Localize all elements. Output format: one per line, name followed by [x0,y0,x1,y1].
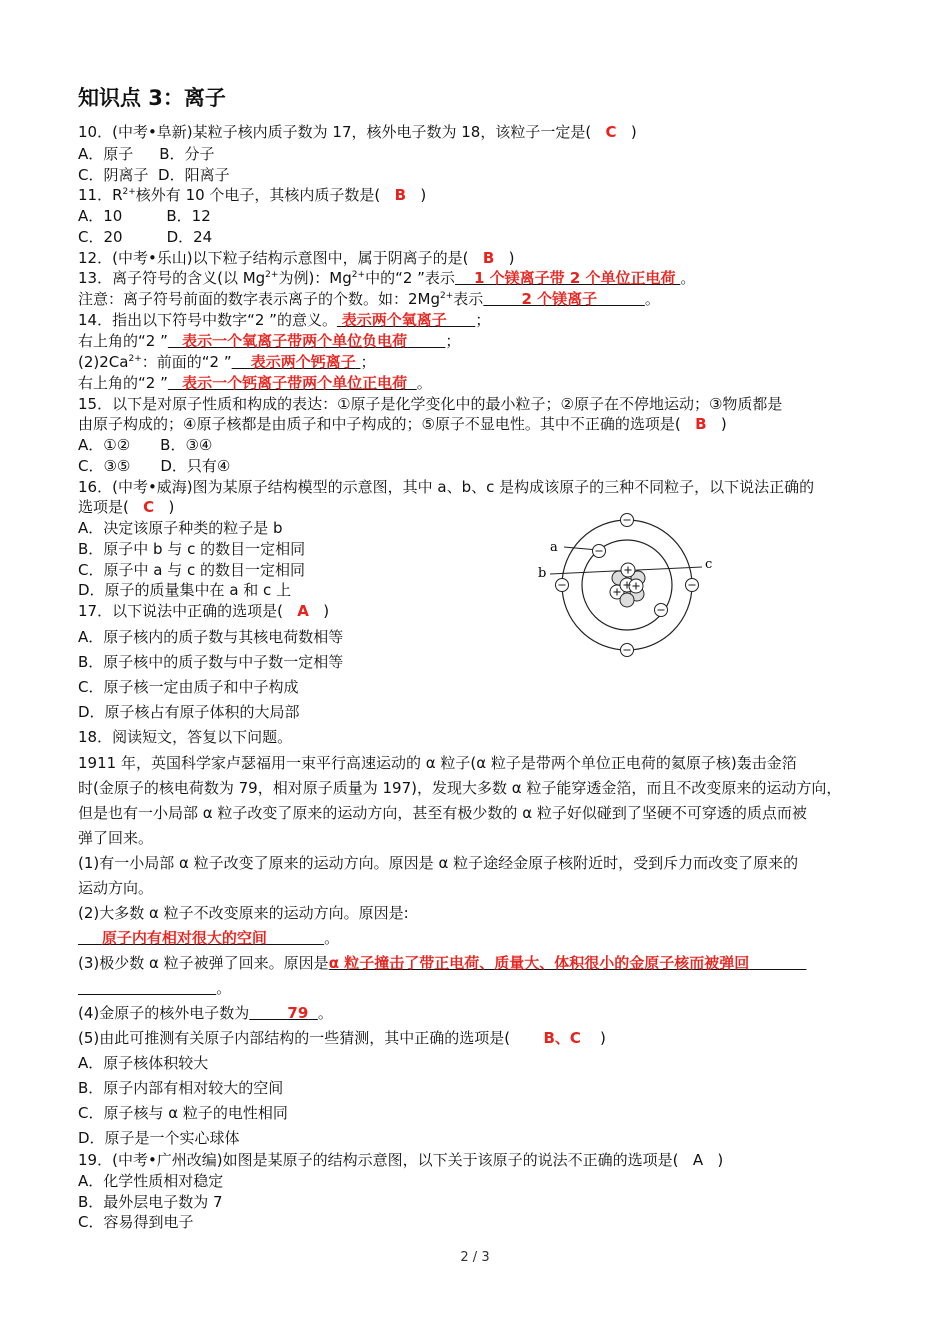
q18-sub5-option-a: A．原子核体积较大 [78,1054,209,1072]
q14-line-3: $(2)2Ca^{2+}$：前面的“2 ” 表示两个钙离子 ； [78,353,376,371]
q15-answer: B [695,415,707,433]
q18-sub5-stem: (5)由此可推测有关原子内部结构的一些猜测，其中正确的选项是( B、C ) [78,1029,606,1047]
electron-icon [556,579,569,592]
q18-sub3-answer: α 粒子撞击了带正电荷、质量大、体积很小的金原子核而被弹回 [328,954,750,972]
q19-option-b: B．最外层电子数为 7 [78,1193,223,1211]
q17-option-d: D．原子核占有原子体积的大局部 [78,703,300,721]
q10-options-2: C．阴离子 D．阳离子 [78,166,230,184]
q16-option-d: D．原子的质量集中在 a 和 c 上 [78,581,292,599]
q15-options-1: A．①② B．③④ [78,436,213,454]
q18-sub5-option-d: D．原子是一个实心球体 [78,1129,240,1147]
q19-answer: A [692,1151,704,1169]
q18-sub1-line-1: (1)有一小局部 α 粒子改变了原来的运动方向。原因是 α 粒子途经金原子核附近时，受到斥力而改变了原来的 [78,854,799,872]
page-number: 2 / 3 [460,1250,490,1265]
electron-icon [655,604,668,617]
q18-passage-3: 但是也有一小局部 α 粒子改变了原来的运动方向，甚至有极少数的 α 粒子好似碰到了坚硬不可穿透的质点而被 [78,804,807,822]
q11-options-2: C．20 D．24 [78,228,213,246]
electron-icon [593,545,606,558]
q15-line-1: 15．以下是对原子性质和构成的表达：①原子是化学变化中的最小粒子；②原子在不停地运动；③物质都是 [78,395,783,413]
q13-answer-1: 1 个镁离子带 2 个单位正电荷 [474,269,676,287]
label-b: b [538,566,547,581]
q16-line-2: 选项是( C ) [78,498,175,516]
q13-answer-2: 2 个镁离子 [521,290,598,308]
q18-sub1-line-2: 运动方向。 [78,879,154,897]
q14-line-2: 右上角的“2 ” 表示一个氧离子带两个单位负电荷 ； [78,332,461,350]
q16-option-c: C．原子中 a 与 c 的数目一定相同 [78,561,305,579]
q18-sub4: (4)金原子的核外电子数为 79 。 [78,1004,333,1022]
q14-line-1: 14．指出以下符号中数字“2 ”的意义。 表示两个氧离子 ； [78,311,491,329]
q16-answer: C [143,498,155,516]
q18-sub5-answer: B、C [543,1029,581,1047]
q10-answer: C [605,123,617,141]
electron-icon [621,514,634,527]
electron-icon [621,644,634,657]
q18-sub5-option-c: C．原子核与 α 粒子的电性相同 [78,1104,288,1122]
q17-option-a: A．原子核内的质子数与其核电荷数相等 [78,628,344,646]
electron-icon [686,579,699,592]
q12-stem: 12．(中考•乐山)以下粒子结构示意图中，属于阴离子的是( B ) [78,249,515,267]
q10-options-1: A．原子 B．分子 [78,145,215,163]
q15-options-2: C．③⑤ D．只有④ [78,457,231,475]
q10-stem: 10．(中考•阜新)某粒子核内质子数为 17，核外电子数为 18，该粒子一定是( C ) [78,123,637,141]
q14-answer-4: 表示一个钙离子带两个单位正电荷 [182,374,408,392]
q12-answer: B [482,249,495,267]
label-c: c [705,557,713,572]
q17-option-b: B．原子核中的质子数与中子数一定相等 [78,653,344,671]
label-a: a [550,540,558,555]
q18-sub3-line-2: 。 [216,979,232,997]
section-title: 知识点 3：离子 [78,86,226,110]
q18-passage-4: 弹了回来。 [78,829,154,847]
q18-passage-1: 1911 年，英国科学家卢瑟福用一束平行高速运动的 α 粒子(α 粒子是带两个单位正电荷的氦原子核)轰击金箔 [78,754,797,772]
q18-sub2-answer: 原子内有相对很大的空间 [101,929,267,947]
q17-option-c: C．原子核一定由质子和中子构成 [78,678,299,696]
q11-stem: 11．$R^{2+}$核外有 10 个电子，其核内质子数是( B ) [78,186,427,204]
q14-line-4: 右上角的“2 ” 表示一个钙离子带两个单位正电荷 。 [78,374,432,392]
q16-option-b: B．原子中 b 与 c 的数目一定相同 [78,540,306,558]
q14-answer-2: 表示一个氧离子带两个单位负电荷 [182,332,408,350]
q18-passage-2: 时(金原子的核电荷数为 79，相对原子质量为 197)，发现大多数 α 粒子能穿透金箔，而且不改变原来的运动方向， [78,779,842,797]
q14-answer-3: 表示两个钙离子 [250,353,356,371]
q13-line-2: 注意：离子符号前面的数字表示离子的个数。如：$2Mg^{2+}$表示 2 个镁离子 。 [78,290,660,308]
q13-line-1: 13．离子符号的含义(以 $Mg^{2+}$为例)：$Mg^{2+}$中的“2 ”表示 1 个镁离子带 2 个单位正电荷 。 [78,269,696,287]
q11-options-1: A．10 B．12 [78,207,211,225]
q11-answer: B [394,186,407,204]
q17-answer: A [297,602,309,620]
q19-option-a: A．化学性质相对稳定 [78,1172,224,1190]
q17-stem: 17．以下说法中正确的选项是( A ) [78,602,330,620]
q15-line-2: 由原子构成的；④原子核都是由质子和中子构成的；⑤原子不显电性。其中不正确的选项是( B ) [78,415,727,433]
q18-stem: 18．阅读短文，答复以下问题。 [78,728,293,746]
q19-option-c: C．容易得到电子 [78,1213,194,1231]
atom-structure-diagram [536,508,716,658]
q19-stem: 19．(中考•广州改编)如图是某原子的结构示意图，以下关于该原子的说法不正确的选项是( A ) [78,1151,724,1169]
q18-sub4-answer: 79 [287,1004,309,1022]
q18-sub3-line-1: (3)极少数 α 粒子被弹了回来。原因是α 粒子撞击了带正电荷、质量大、体积很小的金原子核而被弹回 [78,954,750,972]
q16-line-1: 16．(中考•威海)图为某原子结构模型的示意图，其中 a、b、c 是构成该原子的三种不同粒子，以下说法正确的 [78,478,815,496]
q16-option-a: A．决定该原子种类的粒子是 b [78,519,283,537]
q18-sub2-stem: (2)大多数 α 粒子不改变原来的运动方向。原因是: [78,904,409,922]
q14-answer-1: 表示两个氧离子 [341,311,447,329]
q18-sub5-option-b: B．原子内部有相对较大的空间 [78,1079,284,1097]
q18-sub2-answer-line: 原子内有相对很大的空间 。 [101,929,340,947]
